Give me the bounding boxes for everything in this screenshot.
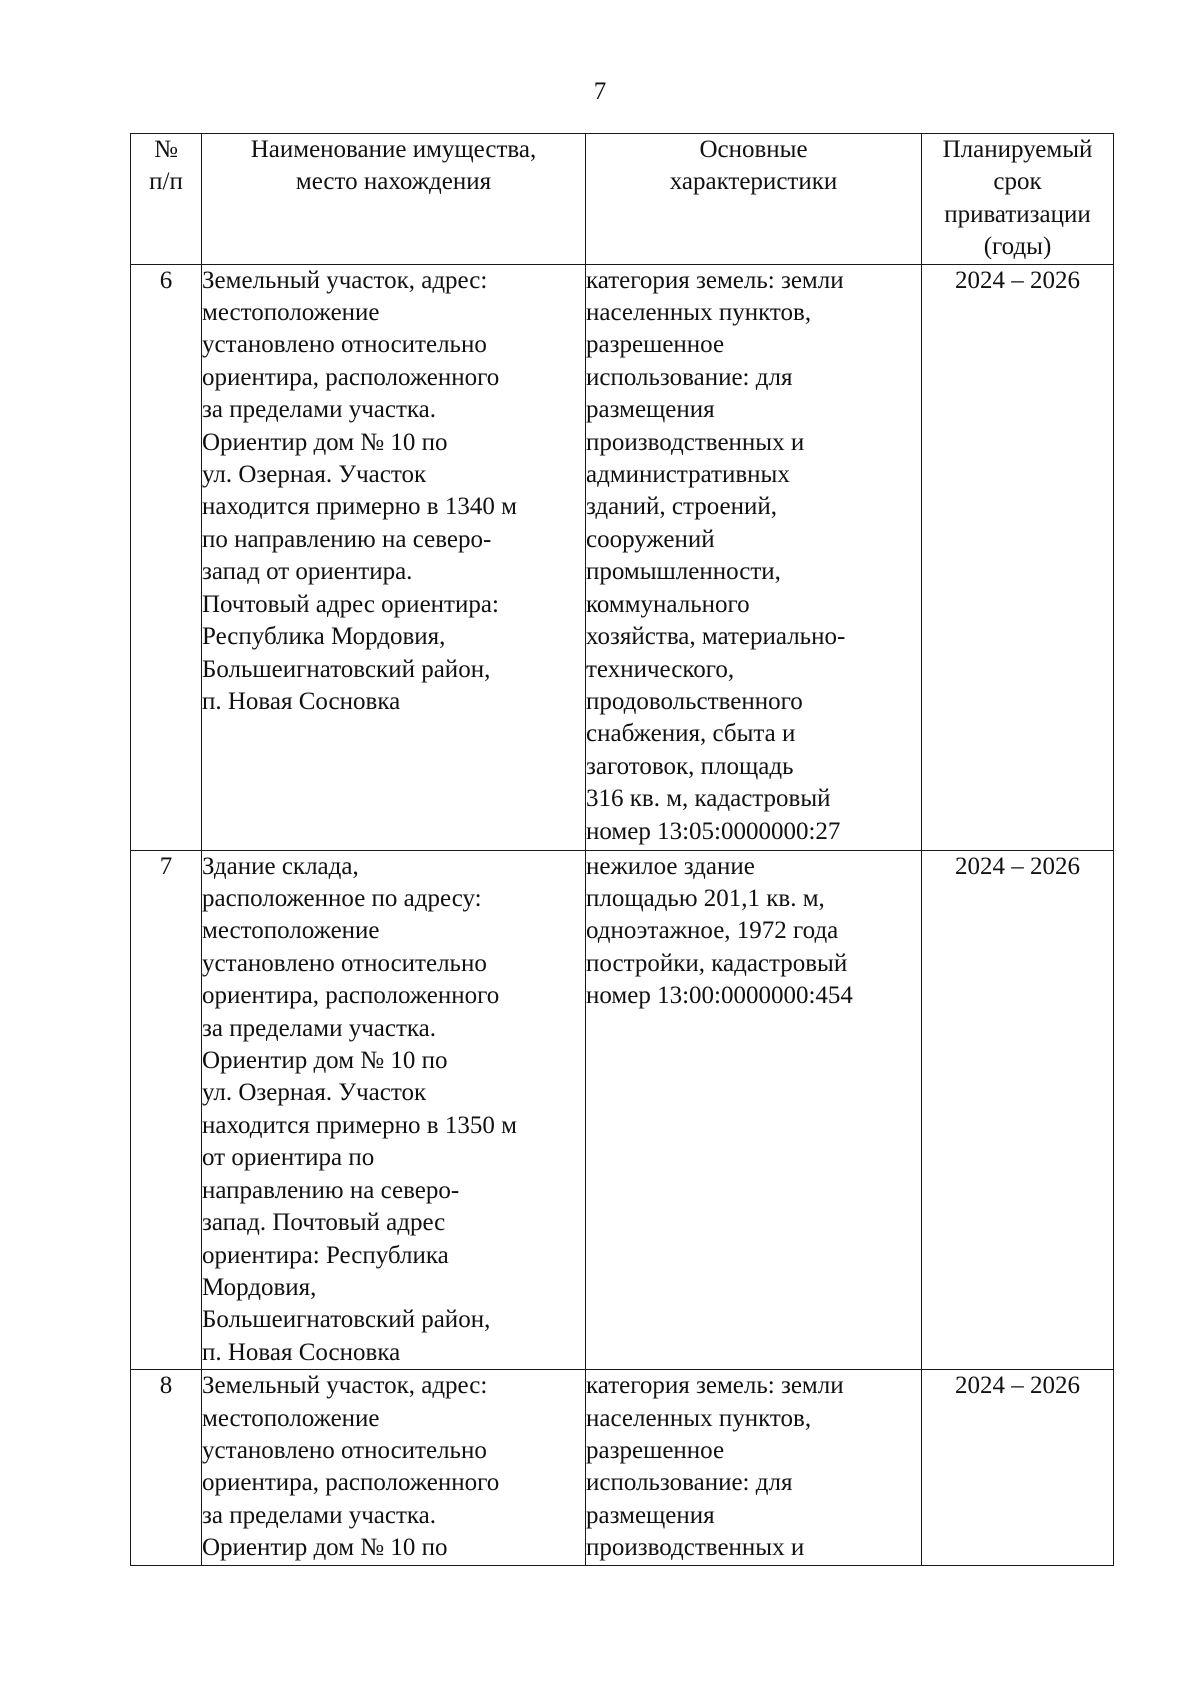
property-table <box>130 133 1114 1566</box>
text-line: номер 13:00:0000000:454 <box>586 982 853 1010</box>
row-number: 8 <box>131 1370 202 1566</box>
text-line: зданий, строений, <box>586 493 777 521</box>
text-line: сооружений <box>586 525 715 553</box>
text-line: расположенное по адресу: <box>202 885 482 913</box>
property-name-cell <box>202 850 586 1370</box>
text-line: ориентира, расположенного <box>202 363 500 391</box>
text-line: направлению на северо- <box>202 1176 460 1204</box>
page-number: 7 <box>593 78 607 105</box>
header-num-line: п/п <box>149 168 183 196</box>
text-line: размещения <box>586 1501 715 1529</box>
header-characteristics <box>586 134 922 265</box>
text-line: ул. Озерная. Участок <box>202 461 427 489</box>
text-line: хозяйства, материально- <box>586 623 846 651</box>
text-line: Земельный участок, адрес: <box>202 1372 488 1400</box>
text-line: находится примерно в 1340 м <box>202 493 517 521</box>
text-line: категория земель: земли <box>586 1372 844 1400</box>
table-row <box>131 1370 1114 1566</box>
text-line: административных <box>586 461 790 489</box>
text-line: категория земель: земли <box>586 266 844 294</box>
text-line: использование: для <box>586 363 793 391</box>
text-line: продовольственного <box>586 687 803 715</box>
text-line: Мордовия, <box>202 1273 317 1301</box>
text-line: снабжения, сбыта и <box>586 720 796 748</box>
text-line: размещения <box>586 396 715 424</box>
header-term-line: срок <box>993 168 1042 196</box>
text-line: местоположение <box>202 299 380 327</box>
text-line: за пределами участка. <box>202 1501 437 1529</box>
table-header-row <box>131 134 1114 265</box>
text-line: находится примерно в 1350 м <box>202 1111 517 1139</box>
text-line: запад от ориентира. <box>202 558 413 586</box>
characteristics-cell <box>586 850 922 1370</box>
characteristics-cell <box>586 264 922 850</box>
text-line: Республика Мордовия, <box>202 623 446 651</box>
text-line: установлено относительно <box>202 331 487 359</box>
text-line: коммунального <box>586 590 750 618</box>
text-line: Ориентир дом № 10 по <box>202 428 448 456</box>
text-line: разрешенное <box>586 1436 725 1464</box>
text-line: по направлению на северо- <box>202 525 492 553</box>
text-line: населенных пунктов, <box>586 299 812 327</box>
text-line: разрешенное <box>586 331 725 359</box>
header-term <box>922 134 1114 265</box>
text-line: установлено относительно <box>202 1436 487 1464</box>
header-term-line: приватизации <box>944 200 1091 228</box>
text-line: технического, <box>586 655 735 683</box>
text-line: нежилое здание <box>586 852 755 880</box>
characteristics-cell <box>586 1370 922 1566</box>
text-line: промышленности, <box>586 558 781 586</box>
header-num-line: № <box>154 136 178 163</box>
row-number: 7 <box>131 850 202 1370</box>
text-line: Почтовый адрес ориентира: <box>202 590 499 618</box>
text-line: запад. Почтовый адрес <box>202 1209 446 1237</box>
table-row <box>131 850 1114 1370</box>
header-name-line: Наименование имущества, <box>250 136 537 163</box>
text-line: установлено относительно <box>202 949 487 977</box>
text-line: производственных и <box>586 428 805 456</box>
header-chars-line: Основные <box>699 136 808 163</box>
text-line: ориентира: Республика <box>202 1241 449 1269</box>
text-line: заготовок, площадь <box>586 752 794 780</box>
text-line: производственных и <box>586 1534 805 1562</box>
text-line: местоположение <box>202 917 380 945</box>
property-name-cell <box>202 1370 586 1566</box>
text-line: Большеигнатовский район, <box>202 1306 491 1334</box>
text-line: за пределами участка. <box>202 396 437 424</box>
header-term-line: (годы) <box>983 233 1052 261</box>
privatization-term: 2024 – 2026 <box>922 1370 1114 1566</box>
text-line: номер 13:05:0000000:27 <box>586 817 841 845</box>
text-line: ориентира, расположенного <box>202 1469 500 1497</box>
header-name <box>202 134 586 265</box>
text-line: использование: для <box>586 1469 793 1497</box>
text-line: одноэтажное, 1972 года <box>586 917 839 945</box>
text-line: п. Новая Сосновка <box>202 1338 401 1366</box>
header-name-line: место нахождения <box>295 168 492 196</box>
header-num <box>131 134 202 265</box>
text-line: п. Новая Сосновка <box>202 687 401 715</box>
privatization-term: 2024 – 2026 <box>922 850 1114 1370</box>
text-line: за пределами участка. <box>202 1014 437 1042</box>
text-line: местоположение <box>202 1404 380 1432</box>
text-line: ул. Озерная. Участок <box>202 1079 427 1107</box>
property-name-cell <box>202 264 586 850</box>
text-line: Ориентир дом № 10 по <box>202 1534 448 1562</box>
text-line: Ориентир дом № 10 по <box>202 1047 448 1075</box>
text-line: от ориентира по <box>202 1144 375 1172</box>
text-line: Большеигнатовский район, <box>202 655 491 683</box>
text-line: ориентира, расположенного <box>202 982 500 1010</box>
row-number: 6 <box>131 264 202 850</box>
header-chars-line: характеристики <box>669 168 838 196</box>
privatization-term: 2024 – 2026 <box>922 264 1114 850</box>
text-line: Здание склада, <box>202 852 359 880</box>
text-line: постройки, кадастровый <box>586 949 848 977</box>
table-row <box>131 264 1114 850</box>
text-line: площадью 201,1 кв. м, <box>586 885 825 913</box>
text-line: населенных пунктов, <box>586 1404 812 1432</box>
text-line: Земельный участок, адрес: <box>202 266 488 294</box>
header-term-line: Планируемый <box>942 136 1093 163</box>
text-line: 316 кв. м, кадастровый <box>586 785 831 813</box>
